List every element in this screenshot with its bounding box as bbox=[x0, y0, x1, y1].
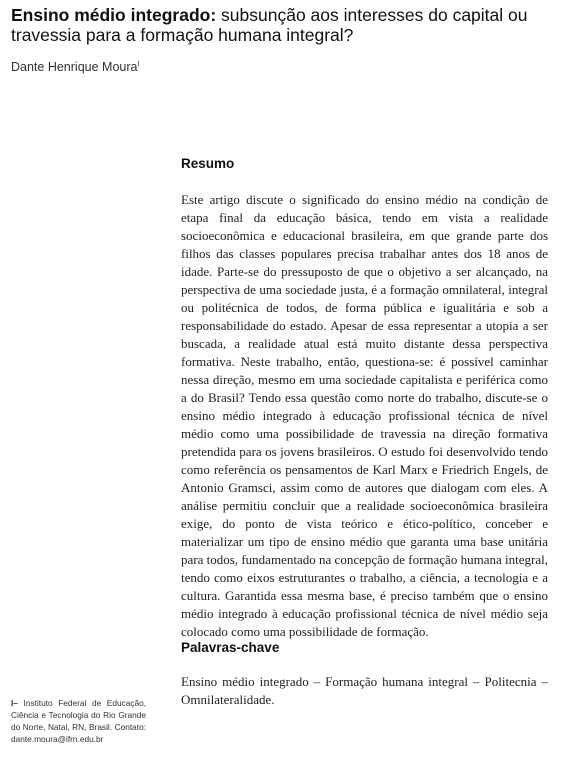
affiliation-footnote bbox=[11, 697, 146, 745]
footnote-text: Instituto Federal de Educação, Ciência e Tecnologia do Rio Grande do Norte, Natal, RN, Brasil. Contato: dante.moura@ifrn.edu.br bbox=[11, 698, 146, 744]
author-footnote-mark: I bbox=[137, 60, 140, 68]
abstract-text: Este artigo discute o significado do ensino médio na condição de etapa final da educação básica, tendo em vista a realidade socioeconômica e educacional brasileira, em que grande parte dos filhos das classes populares precisa trabalhar antes dos 18 anos de idade. Parte-se do pressuposto de que o objetivo a ser alcançado, na perspectiva de uma sociedade justa, é a formação omnilateral, integral ou politécnica de todos, de forma pública e igualitária e sob a responsabilidade do estado. Apesar de essa representar a utopia a ser buscada, a realidade atual está muito distante dessa perspectiva formativa. Neste trabalho, então, questiona-se: é possível caminhar nessa direção, mesmo em uma sociedade capitalista e periférica como a do Brasil? Tendo essa questão como norte do trabalho, discute-se o ensino médio integrado à educação profissional técnica de nível médio como uma possibilidade de travessia na direção formativa pretendida para os jovens brasileiros. O estudo foi desenvolvido tendo como referência os pensamentos de Karl Marx e Friedrich Engels, de Antonio Gramsci, assim como de autores que dialogam com eles. A análise permitiu concluir que a realidade socioeconômica brasileira exige, do ponto de vista teórico e ético-político, conceber e materializar um tipo de ensino médio que garanta uma base unitária para todos, fundamentado na concepção de formação humana integral, tendo como eixos estruturantes o trabalho, a ciência, a tecnologia e a cultura. Garantida essa mesma base, é preciso também que o ensino médio integrado à educação profissional técnica de nível médio seja colocado como uma possibilidade de formação. bbox=[181, 192, 548, 639]
footnote-marker: I– bbox=[11, 698, 18, 708]
keywords-heading: Palavras-chave bbox=[181, 640, 280, 655]
abstract-heading: Resumo bbox=[181, 156, 235, 171]
article-title bbox=[11, 5, 551, 45]
author-name: Dante Henrique Moura bbox=[11, 60, 138, 74]
article-title-bold: Ensino médio integrado: bbox=[11, 5, 217, 25]
article-title-rest: subsunção aos interesses do capital ou travessia para a formação humana integral? bbox=[11, 5, 528, 45]
keywords-text: Ensino médio integrado – Formação humana integral – Politecnia – Omnilateralidade. bbox=[181, 674, 548, 707]
author-line bbox=[11, 60, 139, 74]
